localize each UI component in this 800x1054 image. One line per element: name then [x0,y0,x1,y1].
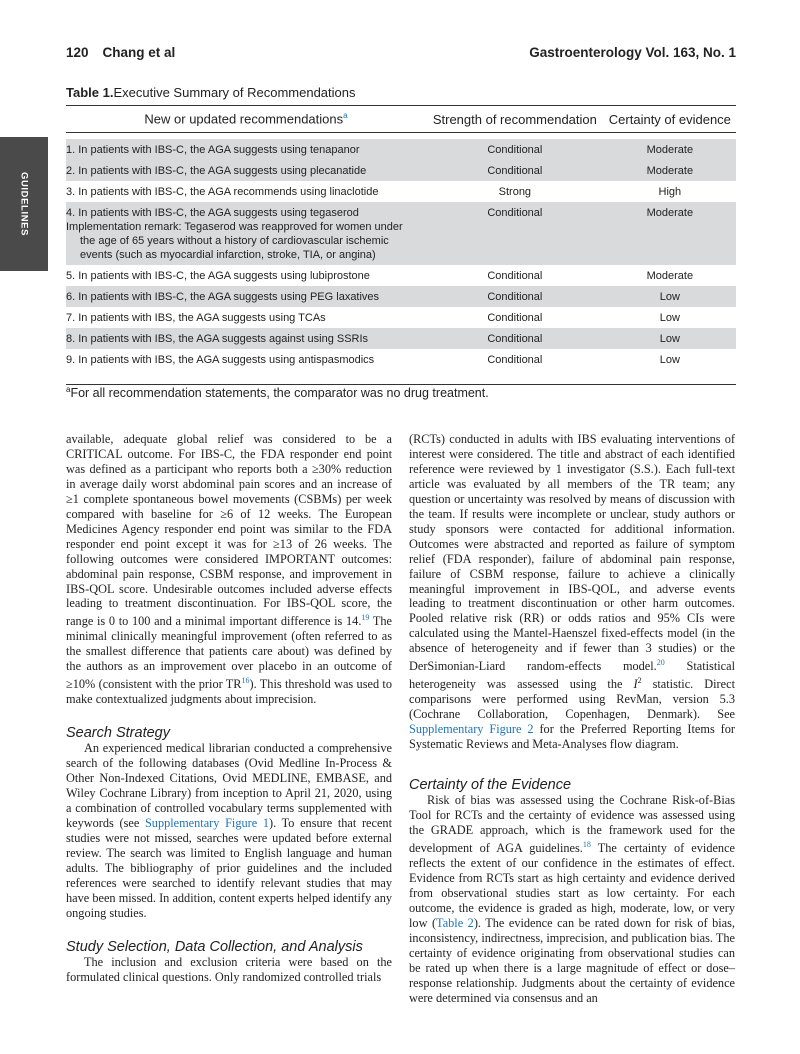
recommendation-cell: 3. In patients with IBS-C, the AGA recommends using linaclotide [66,186,379,198]
citation-link[interactable]: 18 [582,840,591,850]
recommendation-cell: 1. In patients with IBS-C, the AGA suggests using tenapanor [66,139,426,160]
recommendation-cell: 5. In patients with IBS-C, the AGA suggests using lubiprostone [66,270,370,282]
implementation-remark: Implementation remark: Tegaserod was reapproved for women under [66,221,403,233]
table-row [66,265,736,286]
page-number: 120 [66,45,89,60]
footnote-text: For all recommendation statements, the comparator was no drug treatment. [70,386,489,401]
body-paragraph: An experienced medical librarian conducted a comprehensive search of the following databases (Ovid Medline In-Process & Other Non-Indexed Citations, Ovid MEDLINE, EMBASE, and Wiley Cochrane Library) from inception to April 21, 2020, using a combination of controlled vocabulary terms supplemented with keywords (see Supplementary Figure 1). To ensure that recent studies were not missed, searches were updated before external review. The search was limited to English language and human adults. The bibliography of prior guidelines and the included references were searched to identify relevant studies that may have been missed. In addition, content experts helped identify any ongoing studies. [66,741,392,920]
side-tab-label: GUIDELINES [18,171,30,237]
table-row [66,160,736,181]
certainty-cell: High [658,186,682,198]
strength-cell: Conditional [426,160,604,181]
table-row [66,181,736,202]
certainty-cell: Low [604,328,736,349]
column-header-strength: Strength of recommendation [426,106,604,133]
recommendation-cell: 4. In patients with IBS-C, the AGA suggests using tegaserod Implementation remark: Tegaserod was reapproved for women under the age of 65 years without a history of cardiovascular ischemic events (such as myocardial infarction, stroke, TIA, or angina) [66,202,426,265]
certainty-cell: Moderate [604,139,736,160]
table-row [66,349,736,370]
strength-cell: Conditional [426,328,604,349]
recommendation-cell: 8. In patients with IBS, the AGA suggests against using SSRIs [66,328,426,349]
strength-cell: Conditional [426,202,604,265]
recommendations-table [66,105,736,385]
section-heading: Search Strategy [66,725,170,742]
table-row [66,202,736,265]
recommendation-cell: 6. In patients with IBS-C, the AGA suggests using PEG laxatives [66,286,426,307]
page-header [66,45,736,63]
supplementary-figure-link[interactable]: Supplementary Figure 1 [144,816,269,831]
strength-cell: Conditional [487,354,543,366]
strength-cell: Conditional [426,286,604,307]
table-title: Executive Summary of Recommendations [113,85,356,100]
recommendation-cell: 2. In patients with IBS-C, the AGA suggests using plecanatide [66,160,426,181]
table-caption [66,85,356,100]
table-label: Table 1. [66,85,114,100]
table-header-row [66,106,736,133]
supplementary-figure-link[interactable]: Supplementary Figure 2 [409,722,534,737]
strength-cell: Conditional [487,270,543,282]
left-text-column [66,432,392,985]
body-paragraph: available, adequate global relief was considered to be a CRITICAL outcome. For IBS-C, the FDA responder end point was defined as a participant who reports both a ≥30% reduction in average daily worst abdominal pain scores and an increase of ≥1 complete spontaneous bowel movements (CSBMs) per week compared with baseline for ≥6 of 12 weeks. The European Medicines Agency responder end point was similar to the FDA responder end point except it was for ≥13 of 26 weeks. The following outcomes were considered IMPORTANT outcomes: abdominal pain response, CSBM response, and improvement in IBS-QOL score. Undesirable outcomes included adverse effects leading to treatment discontinuation. For IBS-QOL score, the range is 0 to 100 and a minimal important difference is 14.19 The minimal clinically meaningful improvement (often referred to as the smallest difference that patients care about) was defined by the authors as an improvement over placebo in an outcome of ≥10% (consistent with the prior TR$^{16}$). This threshold was used to make contextualized judgments about imprecision. [66,432,392,707]
body-paragraph: (RCTs) conducted in adults with IBS evaluating interventions of interest were considered. The title and abstract of each identified reference were reviewed by 1 investigator (S.S.). Each full-text article was evaluated by all members of the TR team; any question or uncertainty was resolved by means of discussion with the team. If results were incomplete or unclear, study authors or study sponsors were contacted for additional information. Outcomes were abstracted and reported as failure of symptom relief (FDA responder), failure of abdominal pain response, failure of CSBM response, failure to achieve a clinically meaningful improvement in IBS-QOL, and adverse events leading to treatment discontinuation or other harm outcomes. Pooled relative risk (RR) or odds ratios and 95% CIs were calculated using the Mantel-Haenszel fixed-effects model (in the absence of heterogeneity and if fewer than 3 studies) or the DerSimonian-Liard random-effects model.$^{20}$ Statistical heterogeneity was assessed using the $I^2$ statistic. Direct comparisons were performed using RevMan, version 5.3 (Cochrane Collaboration, Copenhagen, Denmark). See Supplementary Figure 2 for the Preferred Reporting Items for Systematic Reviews and Meta-Analyses flow diagram. [409,432,735,752]
body-paragraph: The inclusion and exclusion criteria were based on the formulated clinical questions. Only randomized controlled trials [66,954,392,984]
recommendation-cell: 9. In patients with IBS, the AGA suggests using antispasmodics [66,354,375,366]
table-footnote [66,385,489,400]
table-row [66,139,736,160]
section-heading: Certainty of the Evidence [409,777,572,794]
table-link[interactable]: Table 2 [436,915,474,930]
certainty-cell: Moderate [646,270,694,282]
certainty-cell: Moderate [604,202,736,265]
column-header-certainty: Certainty of evidence [604,106,736,133]
citation-link[interactable]: 20 [656,658,665,668]
citation-link[interactable]: 16 [241,676,250,686]
strength-cell: Strong [498,186,532,198]
section-side-tab [0,137,48,271]
certainty-cell: Low [604,286,736,307]
body-paragraph: Risk of bias was assessed using the Cochrane Risk-of-Bias Tool for RCTs and the certainty of evidence was assessed using the GRADE approach, which is the framework used for the development of AGA guidelines.$^{18}$ The certainty of evidence reflects the extent of our confidence in the estimates of effect. Evidence from RCTs start as high certainty and evidence derived from observational studies start as low certainty. For each outcome, the evidence is graded as high, moderate, low, or very low (Table 2). The evidence can be rated down for risk of bias, inconsistency, indirectness, imprecision, and publication bias. The certainty of evidence originating from observational studies can be rated up when there is a large magnitude of effect or dose–response relationship. Judgments about the certainty of evidence were determined via consensus and an [409,793,736,1005]
recommendation-cell: 7. In patients with IBS, the AGA suggests using TCAs [66,312,326,324]
citation-link[interactable]: 19 [361,613,370,623]
section-heading: Study Selection, Data Collection, and Analysis [66,938,363,955]
right-text-column [409,432,735,1006]
table-row [66,328,736,349]
journal-citation: Gastroenterology Vol. 163, No. 1 [529,45,736,60]
strength-cell: Conditional [426,139,604,160]
certainty-cell: Low [659,354,680,366]
running-authors: Chang et al [102,45,176,60]
table-row [66,286,736,307]
column-header-recommendations: New or updated recommendations$^a$ [66,106,426,133]
footnote-marker: a [66,385,71,394]
strength-cell: Conditional [487,312,543,324]
certainty-cell: Low [659,312,680,324]
certainty-cell: Moderate [604,160,736,181]
table-row [66,307,736,328]
footnote-marker: a [343,111,348,121]
